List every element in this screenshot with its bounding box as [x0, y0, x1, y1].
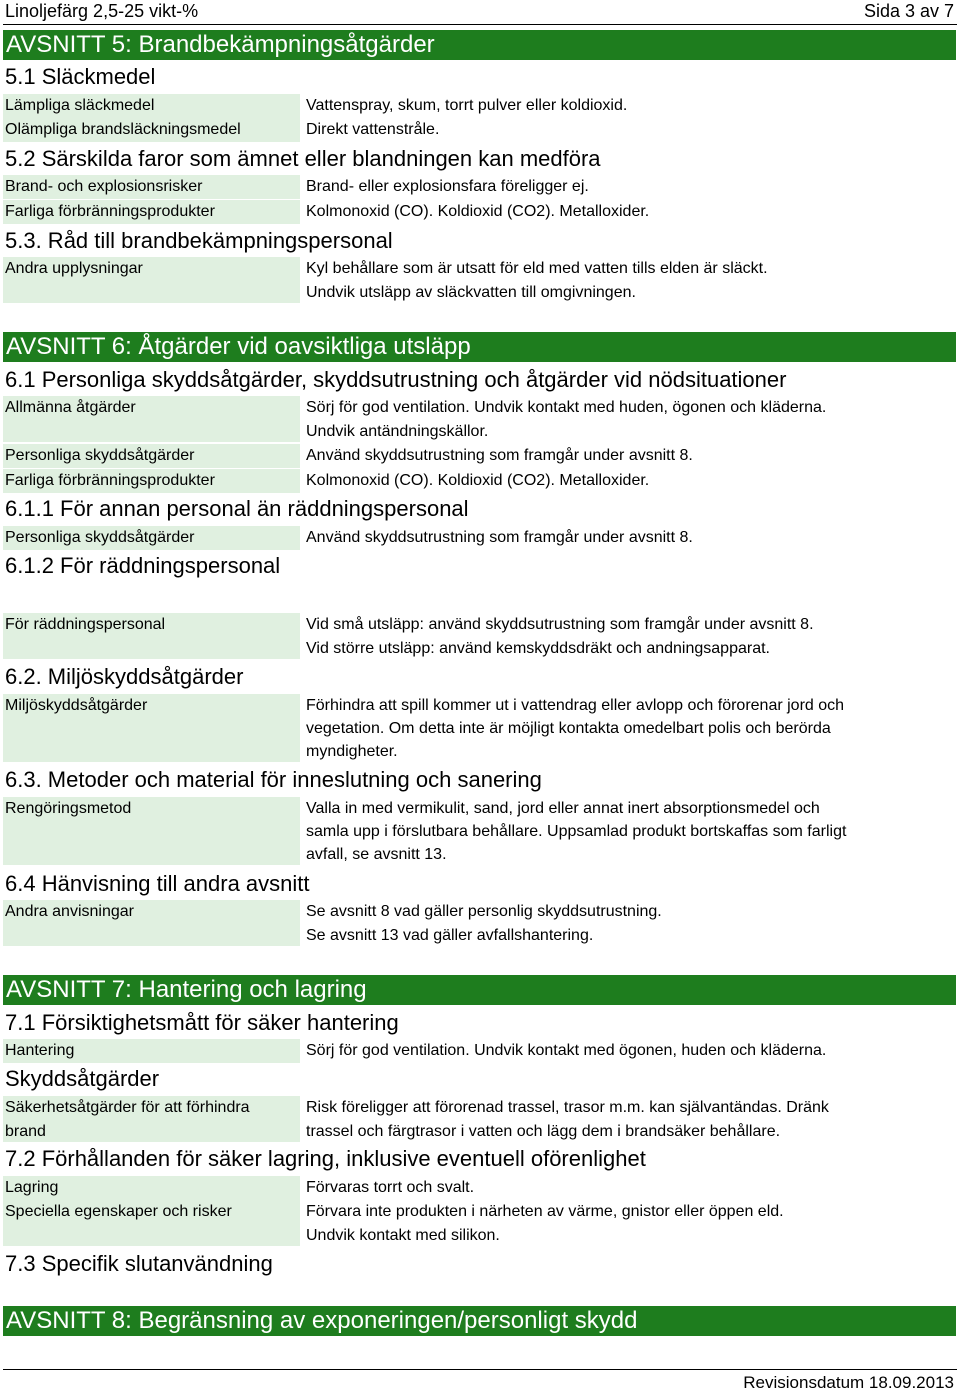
value-handling: Sörj för god ventilation. Undvik kontakt med ögonen, huden och kläderna. [306, 1042, 827, 1059]
heading-6-1: 6.1 Personliga skyddsåtgärder, skyddsutrustning och åtgärder vid nödsituationer [5, 367, 787, 392]
value-general-measures-line1: Sörj för god ventilation. Undvik kontakt med huden, ögonen och kläderna. [306, 399, 827, 416]
value-fire-explosion-risk: Brand- eller explosionsfara föreligger ej. [306, 178, 589, 195]
label-cleaning-method: Rengöringsmetod [3, 797, 300, 865]
label-combustion-products: Farliga förbränningsprodukter [3, 200, 300, 224]
value-environmental-line1: Förhindra att spill kommer ut i vattendrag eller avlopp och förorenar jord och [306, 697, 845, 714]
heading-5-1: 5.1 Släckmedel [5, 64, 156, 89]
value-storage: Förvaras torrt och svalt. [306, 1179, 475, 1196]
value-combustion-products-6: Kolmonoxid (CO). Koldioxid (CO2). Metalloxider. [306, 472, 650, 489]
value-environmental-line3: myndigheter. [306, 743, 398, 760]
label-other-references: Andra anvisningar [3, 900, 300, 946]
label-storage: Lagring [3, 1176, 300, 1200]
value-general-measures-line2: Undvik antändningskällor. [306, 423, 489, 440]
heading-6-1-1: 6.1.1 För annan personal än räddningspersonal [5, 496, 469, 521]
label-other-info: Andra upplysningar [3, 257, 300, 303]
value-other-info-line1: Kyl behållare som är utsatt för eld med vatten tills elden är släckt. [306, 260, 768, 277]
heading-7-2: 7.2 Förhållanden för säker lagring, inklusive eventuell oförenlighet [5, 1146, 646, 1171]
section-6-title: AVSNITT 6: Åtgärder vid oavsiktliga utsläpp [3, 332, 956, 362]
value-environmental-line2: vegetation. Om detta inte är möjligt kontakta omedelbart polis och berörda [306, 720, 831, 737]
heading-protective-measures: Skyddsåtgärder [5, 1066, 160, 1091]
value-other-info-line2: Undvik utsläpp av släckvatten till omgivningen. [306, 284, 636, 301]
value-special-properties-line2: Undvik kontakt med silikon. [306, 1227, 500, 1244]
label-environmental-precautions: Miljöskyddsåtgärder [3, 694, 300, 762]
footer-divider [3, 1369, 957, 1370]
value-emergency-responders-line1: Vid små utsläpp: använd skyddsutrustning som framgår under avsnitt 8. [306, 616, 814, 633]
section-5-title: AVSNITT 5: Brandbekämpningsåtgärder [3, 30, 956, 60]
heading-5-2: 5.2 Särskilda faror som ämnet eller blandningen kan medföra [5, 146, 601, 171]
section-7-title: AVSNITT 7: Hantering och lagring [3, 975, 956, 1005]
page-number: Sida 3 av 7 [863, 1, 954, 21]
heading-7-1: 7.1 Försiktighetsmått för säker hantering [5, 1010, 399, 1035]
value-cleaning-line1: Valla in med vermikulit, sand, jord eller annat inert absorptionsmedel och [306, 800, 820, 817]
value-suitable-extinguishing: Vattenspray, skum, torrt pulver eller koldioxid. [306, 97, 628, 114]
value-other-references-line2: Se avsnitt 13 vad gäller avfallshantering. [306, 927, 594, 944]
header-divider [3, 24, 957, 25]
label-fire-prevention-line2: brand [5, 1122, 46, 1140]
value-combustion-products: Kolmonoxid (CO). Koldioxid (CO2). Metalloxider. [306, 203, 650, 220]
label-personal-protection: Personliga skyddsåtgärder [3, 444, 300, 468]
label-unsuitable-extinguishing: Olämpliga brandsläckningsmedel [3, 118, 300, 142]
value-fire-prevention-line2: trassel och färgtrasor i vatten och lägg dem i brandsäker behållare. [306, 1123, 781, 1140]
value-personal-protection: Använd skyddsutrustning som framgår under avsnitt 8. [306, 447, 693, 464]
heading-6-1-2: 6.1.2 För räddningspersonal [5, 553, 281, 578]
value-special-properties-line1: Förvara inte produkten i närheten av värme, gnistor eller öppen eld. [306, 1203, 784, 1220]
label-fire-prevention-line1: Säkerhetsåtgärder för att förhindra [5, 1099, 250, 1116]
label-handling: Hantering [3, 1039, 300, 1063]
label-suitable-extinguishing: Lämpliga släckmedel [3, 94, 300, 118]
heading-5-3: 5.3. Råd till brandbekämpningspersonal [5, 228, 393, 253]
value-cleaning-line3: avfall, se avsnitt 13. [306, 846, 447, 863]
label-combustion-products-6: Farliga förbränningsprodukter [3, 469, 300, 493]
heading-6-4: 6.4 Hänvisning till andra avsnitt [5, 871, 310, 896]
heading-6-3: 6.3. Metoder och material för inneslutning och sanering [5, 767, 542, 792]
value-unsuitable-extinguishing: Direkt vattenstråle. [306, 121, 440, 138]
label-personal-protection-nonemergency: Personliga skyddsåtgärder [3, 526, 300, 550]
heading-7-3: 7.3 Specifik slutanvändning [5, 1251, 273, 1276]
value-cleaning-line2: samla upp i förslutbara behållare. Uppsamlad produkt bortskaffas som farligt [306, 823, 847, 840]
label-fire-explosion-risk: Brand- och explosionsrisker [3, 175, 300, 199]
label-fire-prevention [3, 1096, 300, 1142]
value-personal-protection-nonemergency: Använd skyddsutrustning som framgår under avsnitt 8. [306, 529, 693, 546]
value-other-references-line1: Se avsnitt 8 vad gäller personlig skyddsutrustning. [306, 903, 662, 920]
value-fire-prevention-line1: Risk föreligger att förorenad trassel, trasor m.m. kan självantändas. Dränk [306, 1099, 829, 1116]
section-8-title: AVSNITT 8: Begränsning av exponeringen/personligt skydd [3, 1306, 956, 1336]
value-emergency-responders-line2: Vid större utsläpp: använd kemskyddsdräkt och andningsapparat. [306, 640, 770, 657]
revision-date: Revisionsdatum 18.09.2013 [743, 1373, 954, 1392]
label-emergency-responders: För räddningspersonal [3, 613, 300, 659]
product-title: Linoljefärg 2,5-25 vikt-% [5, 1, 199, 21]
label-special-properties: Speciella egenskaper och risker [3, 1200, 300, 1246]
heading-6-2: 6.2. Miljöskyddsåtgärder [5, 664, 244, 689]
label-general-measures: Allmänna åtgärder [3, 396, 300, 442]
